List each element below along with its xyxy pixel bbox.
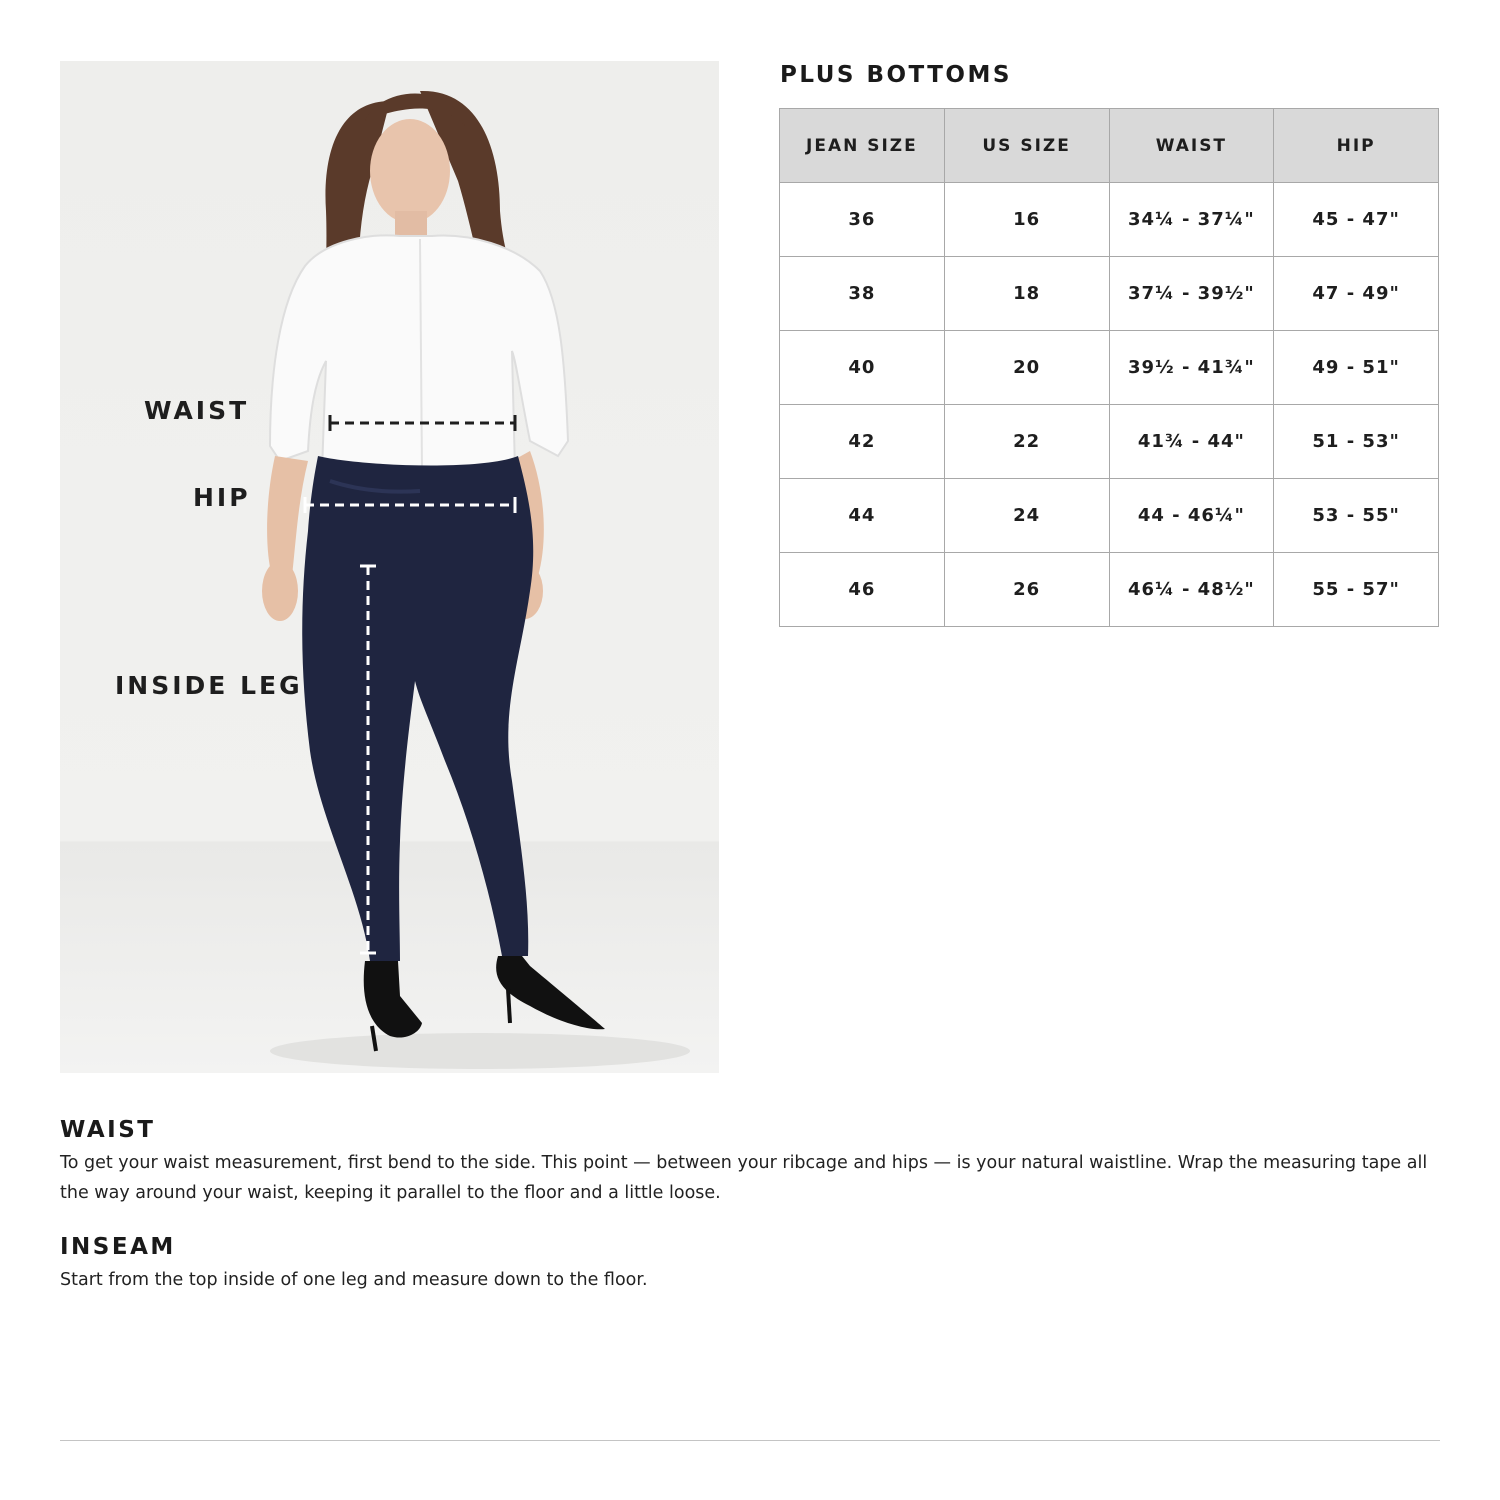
size-chart-table [779,108,1439,627]
cell-waist: 46¼ - 48½" [1109,553,1274,627]
right-shoe [496,956,605,1029]
table-row [780,405,1439,479]
hip-label: HIP [193,483,251,512]
cell-hip: 49 - 51" [1274,331,1439,405]
table-row [780,479,1439,553]
inseam-note-heading: INSEAM [60,1234,176,1260]
face [370,119,450,223]
cell-us-size: 20 [944,331,1109,405]
header-jean-size: JEAN SIZE [780,109,945,183]
cell-us-size: 22 [944,405,1109,479]
waist-label: WAIST [144,396,250,425]
cell-hip: 51 - 53" [1274,405,1439,479]
header-us-size: US SIZE [944,109,1109,183]
cell-us-size: 26 [944,553,1109,627]
cell-hip: 45 - 47" [1274,183,1439,257]
cell-us-size: 16 [944,183,1109,257]
waist-note-body: To get your waist measurement, first bend to the side. This point — between your ribcage and hips — is your natural waistline. Wrap the measuring tape all the way around your waist, keeping it parallel to the floor and a little loose. [60,1153,1428,1203]
dark-jeans [302,456,533,961]
header-waist: WAIST [1109,109,1274,183]
cell-jean-size: 42 [780,405,945,479]
inside-leg-label: INSIDE LEG [115,671,303,700]
cell-jean-size: 46 [780,553,945,627]
table-title: PLUS BOTTOMS [780,62,1012,88]
table-header-row [780,109,1439,183]
floor-shadow [270,1033,690,1069]
waist-note-heading: WAIST [60,1117,156,1143]
cell-waist: 34¼ - 37¼" [1109,183,1274,257]
cell-hip: 53 - 55" [1274,479,1439,553]
table-row [780,331,1439,405]
table-row [780,553,1439,627]
model-photo [60,61,719,1073]
cell-hip: 55 - 57" [1274,553,1439,627]
cell-waist: 44 - 46¼" [1109,479,1274,553]
cell-waist: 39½ - 41¾" [1109,331,1274,405]
cell-hip: 47 - 49" [1274,257,1439,331]
cell-waist: 41¾ - 44" [1109,405,1274,479]
divider [60,1440,1440,1441]
cell-jean-size: 36 [780,183,945,257]
cell-waist: 37¼ - 39½" [1109,257,1274,331]
cell-jean-size: 44 [780,479,945,553]
white-shirt [270,235,568,478]
model-illustration [60,61,719,1073]
cell-jean-size: 38 [780,257,945,331]
cell-us-size: 24 [944,479,1109,553]
table-row [780,183,1439,257]
inseam-note-body: Start from the top inside of one leg and measure down to the floor. [60,1270,648,1290]
header-hip: HIP [1274,109,1439,183]
table-row [780,257,1439,331]
cell-jean-size: 40 [780,331,945,405]
cell-us-size: 18 [944,257,1109,331]
